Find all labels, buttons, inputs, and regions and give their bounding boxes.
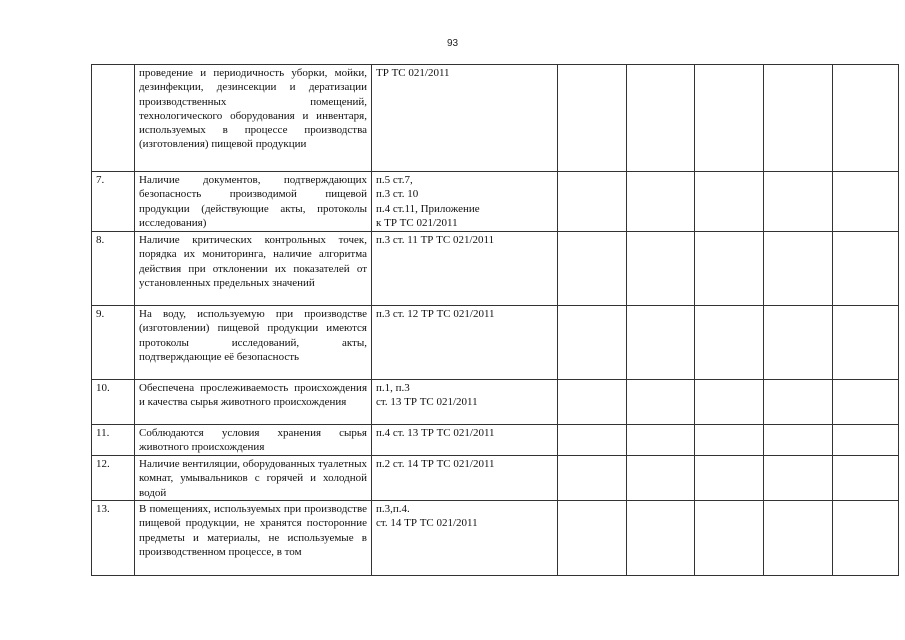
empty-cell [833, 456, 899, 501]
row-number: 10. [92, 380, 135, 425]
empty-cell [695, 65, 764, 172]
table-row [92, 65, 899, 172]
empty-cell [695, 380, 764, 425]
reference-cell: п.4 ст. 13 ТР ТС 021/2011 [372, 425, 558, 456]
empty-cell [558, 380, 627, 425]
requirement-cell: проведение и периодичность уборки, мойки, дезинфекции, дезинсекции и дератизации производственных помещений, технологического оборудования и инвентаря, используемых в процессе производства (изготовления) пищевой продукции [135, 65, 372, 172]
table-row [92, 380, 899, 425]
row-number [92, 65, 135, 172]
empty-cell [695, 501, 764, 576]
empty-cell [627, 306, 695, 380]
empty-cell [764, 456, 833, 501]
requirement-cell: В помещениях, используемых при производстве пищевой продукции, не хранятся посторонние предметы и материалы, не используемые в производственном процессе, в том [135, 501, 372, 576]
reference-cell: п.3 ст. 12 ТР ТС 021/2011 [372, 306, 558, 380]
requirement-cell: Наличие документов, подтверждающих безопасность производимой пищевой продукции (действующие акты, протоколы исследования) [135, 172, 372, 232]
table-row [92, 232, 899, 306]
empty-cell [833, 425, 899, 456]
empty-cell [695, 456, 764, 501]
reference-cell: п.5 ст.7, п.3 ст. 10 п.4 ст.11, Приложение к ТР ТС 021/2011 [372, 172, 558, 232]
row-number: 7. [92, 172, 135, 232]
empty-cell [764, 172, 833, 232]
empty-cell [764, 232, 833, 306]
empty-cell [627, 232, 695, 306]
empty-cell [833, 65, 899, 172]
reference-cell: п.3 ст. 11 ТР ТС 021/2011 [372, 232, 558, 306]
empty-cell [627, 172, 695, 232]
empty-cell [764, 425, 833, 456]
reference-cell: п.1, п.3 ст. 13 ТР ТС 021/2011 [372, 380, 558, 425]
empty-cell [764, 306, 833, 380]
requirement-cell: На воду, используемую при производстве (изготовлении) пищевой продукции имеются протоколы исследований, акты, подтверждающие её безопасность [135, 306, 372, 380]
empty-cell [627, 456, 695, 501]
empty-cell [833, 172, 899, 232]
empty-cell [764, 65, 833, 172]
table-row [92, 456, 899, 501]
empty-cell [695, 425, 764, 456]
checklist-table [91, 64, 899, 576]
empty-cell [695, 172, 764, 232]
empty-cell [833, 501, 899, 576]
empty-cell [833, 232, 899, 306]
reference-cell: п.2 ст. 14 ТР ТС 021/2011 [372, 456, 558, 501]
empty-cell [558, 65, 627, 172]
empty-cell [558, 425, 627, 456]
page-number: 93 [446, 38, 459, 49]
table-row [92, 501, 899, 576]
empty-cell [764, 380, 833, 425]
empty-cell [627, 380, 695, 425]
reference-cell: п.3,п.4. ст. 14 ТР ТС 021/2011 [372, 501, 558, 576]
empty-cell [558, 456, 627, 501]
table-row [92, 306, 899, 380]
row-number: 9. [92, 306, 135, 380]
requirement-cell: Обеспечена прослеживаемость происхождения и качества сырья животного происхождения [135, 380, 372, 425]
row-number: 13. [92, 501, 135, 576]
empty-cell [558, 501, 627, 576]
empty-cell [558, 306, 627, 380]
row-number: 8. [92, 232, 135, 306]
table-row [92, 425, 899, 456]
empty-cell [627, 425, 695, 456]
row-number: 12. [92, 456, 135, 501]
requirement-cell: Соблюдаются условия хранения сырья животного происхождения [135, 425, 372, 456]
empty-cell [764, 501, 833, 576]
table-row [92, 172, 899, 232]
empty-cell [627, 501, 695, 576]
reference-cell: ТР ТС 021/2011 [372, 65, 558, 172]
empty-cell [833, 306, 899, 380]
row-number: 11. [92, 425, 135, 456]
requirement-cell: Наличие вентиляции, оборудованных туалетных комнат, умывальников с горячей и холодной водой [135, 456, 372, 501]
requirement-cell: Наличие критических контрольных точек, порядка их мониторинга, наличие алгоритма действия при отклонении их показателей от установленных предельных значений [135, 232, 372, 306]
empty-cell [558, 172, 627, 232]
empty-cell [695, 232, 764, 306]
empty-cell [558, 232, 627, 306]
empty-cell [627, 65, 695, 172]
empty-cell [833, 380, 899, 425]
empty-cell [695, 306, 764, 380]
